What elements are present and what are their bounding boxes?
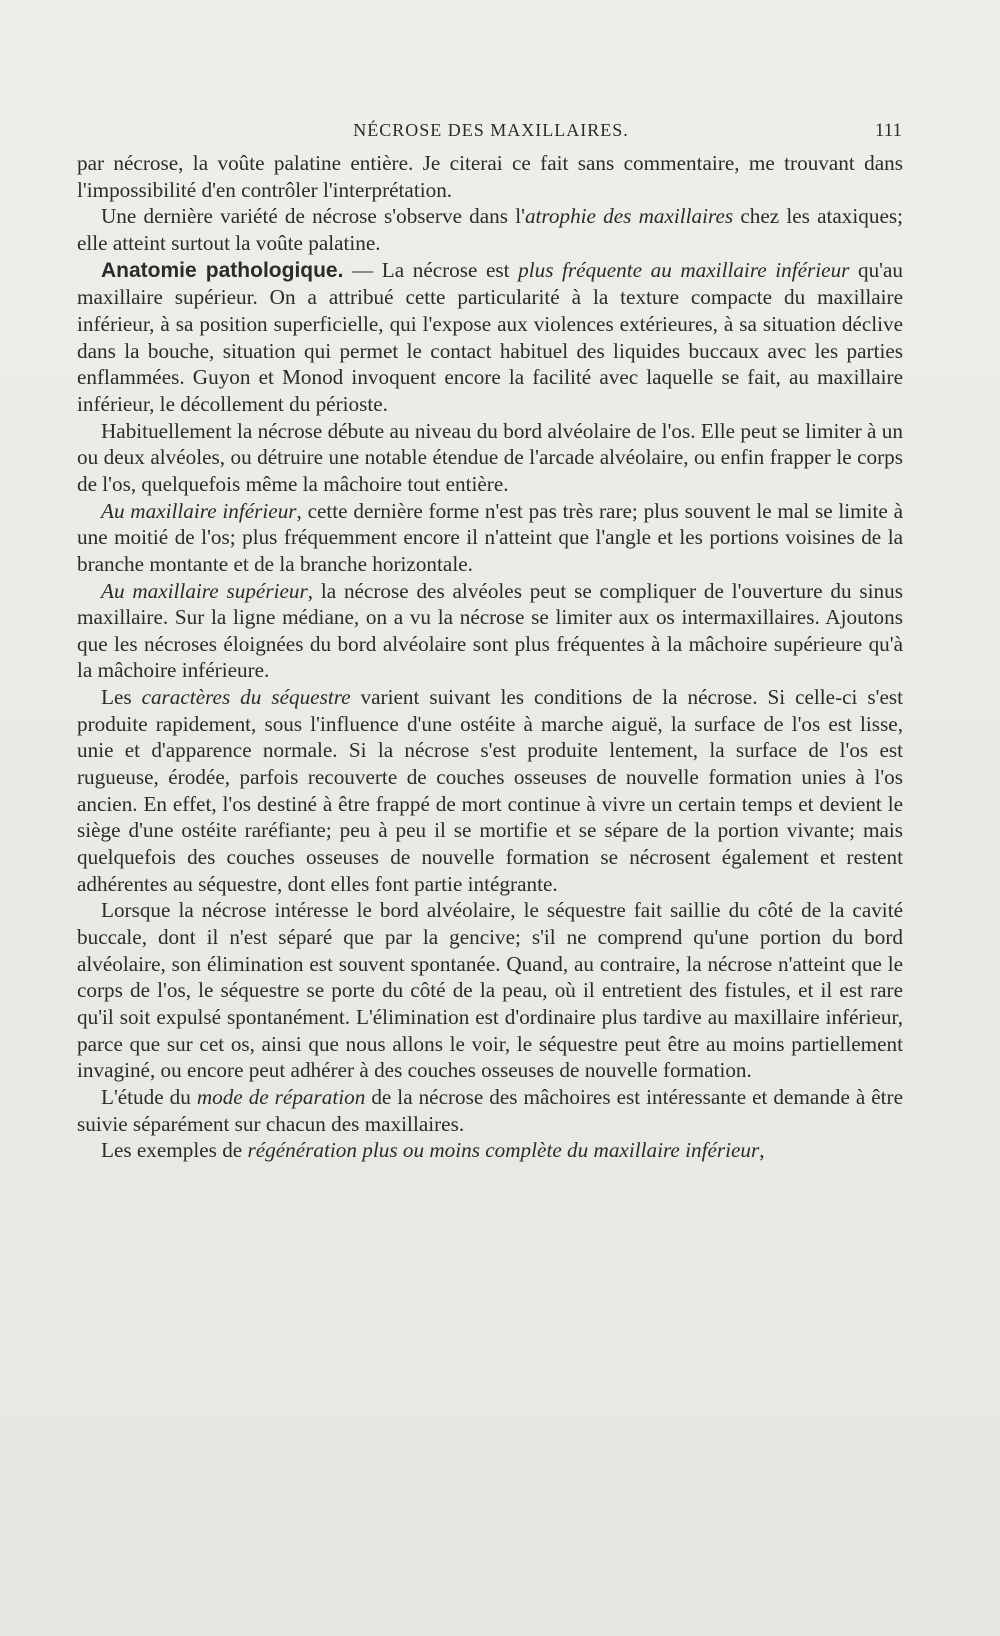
paragraph-text: , cette dernière forme n'est pas très rare; plus souvent le mal se limite à une moitié de l'os; plus fréquemment encore il n'atteint que l'angle et les portions voisines de la branche montante et de la branche horizontale. [77, 498, 903, 576]
paragraph-text: varient suivant les conditions de la nécrose. Si celle-ci s'est produite rapidement, sous l'influence d'une ostéite à marche aiguë, la surface de l'os est lisse, unie et d'apparence normale. Si la nécrose s'est produite lentement, la surface de l'os est rugueuse, érodée, parfois recouverte de couches osseuses de nouvelle formation unies à l'os ancien. En effet, l'os destiné à être frappé de mort continue à vivre un certain temps et devient le siège d'une ostéite raréfiante; peu à peu il se mortifie et se sépare de la portion vivante; mais quelquefois des couches osseuses de nouvelle formation se nécrosent également et restent adhérentes au séquestre, dont elles font partie intégrante. [77, 685, 904, 896]
running-header [80, 118, 902, 148]
emphasis-text: atrophie des maxillaires [524, 204, 734, 229]
paragraph-text: Les exemples de [101, 1138, 248, 1163]
paragraph-text: , [759, 1138, 765, 1163]
emphasis-text: plus fréquente au maxillaire inférieur [518, 257, 850, 282]
emphasis-text: Au maxillaire inférieur [101, 498, 297, 523]
paragraph-8 [77, 897, 903, 1084]
paragraph-text: Les [101, 685, 142, 710]
paragraph-10 [77, 1137, 903, 1164]
paragraph-1 [77, 150, 903, 203]
paragraph-3 [77, 257, 903, 418]
paragraph-4 [77, 418, 903, 498]
paragraph-2 [77, 203, 903, 256]
paragraph-text: Une dernière variété de nécrose s'observe dans l' [101, 204, 525, 229]
paragraph-6 [77, 578, 903, 685]
paragraph-text: qu'au maxillaire supérieur. On a attribué cette particularité à la texture compacte du maxillaire inférieur, à sa position superficielle, qui l'expose aux violences extérieures, à sa situation déclive dans la bouche, situation qui permet le contact habituel des liquides buccaux avec les parties enflammées. Guyon et Monod invoquent encore la facilité avec laquelle se fait, au maxillaire inférieur, le décollement du périoste. [77, 257, 903, 416]
paragraph-9 [77, 1084, 903, 1137]
paragraph-text: L'étude du [101, 1084, 197, 1109]
emphasis-text: caractères du séquestre [141, 685, 351, 710]
paragraph-text: Lorsque la nécrose intéresse le bord alvéolaire, le séquestre fait saillie du côté de la cavité buccale, dont il n'est séparé que par la gencive; s'il ne comprend qu'une portion du bord alvéolaire, son élimination est souvent spontanée. Quand, au contraire, la nécrose n'atteint que le corps de l'os, le séquestre se porte du côté de la peau, où il entretient des fistules, et il est rare qu'il soit expulsé spontanément. L'élimination est d'ordinaire plus tardive au maxillaire inférieur, parce que sur cet os, ainsi que nous allons le voir, le séquestre peut être au moins partiellement invaginé, ou encore peut adhérer à des couches osseuses de nouvelle formation. [77, 898, 903, 1083]
emphasis-text: Au maxillaire supérieur [101, 578, 308, 603]
paragraph-text: chez les ataxiques; elle atteint surtout la voûte palatine. [77, 204, 903, 255]
paragraph-text: de la nécrose des mâchoires est intéressante et demande à être suivie séparément sur chacun des maxillaires. [77, 1084, 903, 1136]
paragraph-text: — La nécrose est [343, 257, 519, 282]
paragraph-5 [77, 498, 903, 578]
running-title: NÉCROSE DES MAXILLAIRES. [353, 120, 629, 140]
emphasis-text: régénération plus ou moins complète du maxillaire inférieur [247, 1138, 760, 1163]
section-heading: Anatomie pathologique. [101, 258, 344, 282]
paragraph-text: , la nécrose des alvéoles peut se compliquer de l'ouverture du sinus maxillaire. Sur la ligne médiane, on a vu la nécrose se limiter aux os intermaxillaires. Ajoutons que les nécroses éloignées du bord alvéolaire sont plus fréquentes à la mâchoire supérieure qu'à la mâchoire inférieure. [77, 578, 903, 683]
paragraph-7 [77, 684, 903, 897]
paragraph-text: par nécrose, la voûte palatine entière. Je citerai ce fait sans commentaire, me trouvant dans l'impossibilité d'en contrôler l'interprétation. [77, 151, 903, 202]
page-number: 111 [874, 120, 902, 141]
paragraph-text: Habituellement la nécrose débute au niveau du bord alvéolaire de l'os. Elle peut se limiter à un ou deux alvéoles, ou détruire une notable étendue de l'arcade alvéolaire, ou enfin frapper le corps de l'os, quelquefois même la mâchoire tout entière. [77, 418, 903, 496]
emphasis-text: mode de réparation [196, 1084, 366, 1109]
body-text [77, 150, 903, 1164]
